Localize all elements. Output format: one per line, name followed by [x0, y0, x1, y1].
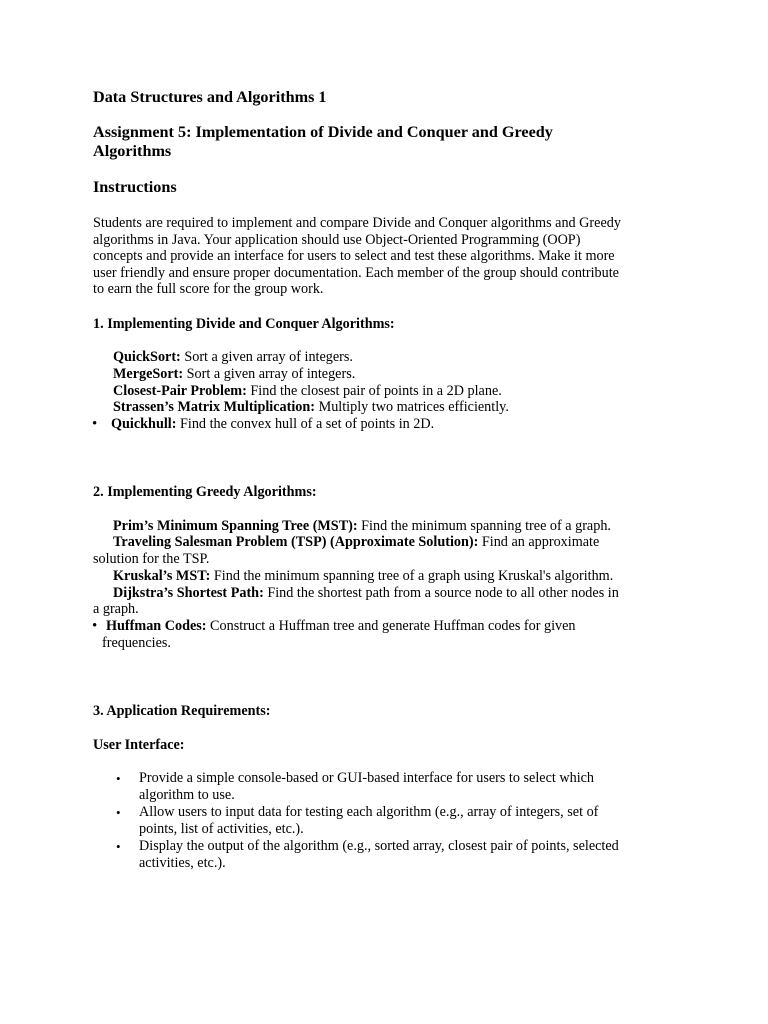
bullet-icon: •	[92, 618, 98, 634]
bullet-line: Display the output of the algorithm (e.g., sorted array, closest pair of points, selected	[139, 838, 619, 854]
bullet-line-cont: points, list of activities, etc.).	[139, 821, 304, 837]
item-desc: Find the minimum spanning tree of a graph using Kruskal's algorithm.	[210, 568, 614, 584]
list-item	[113, 518, 611, 535]
item-name: Huffman Codes:	[106, 618, 207, 634]
assignment-title-cont: Algorithms	[93, 142, 172, 160]
list-item	[113, 399, 509, 416]
intro-line: concepts and provide an interface for users to select and test these algorithms. Make it more	[93, 248, 615, 264]
item-desc: Find the convex hull of a set of points in 2D.	[176, 416, 435, 432]
item-desc: Find the closest pair of points in a 2D plane.	[246, 383, 502, 399]
intro-line: user friendly and ensure proper documentation. Each member of the group should contribute	[93, 265, 619, 281]
item-desc: Multiply two matrices efficiently.	[315, 399, 509, 415]
list-item	[113, 534, 599, 551]
list-item-cont: solution for the TSP.	[93, 551, 210, 567]
item-desc: Find an approximate	[478, 534, 600, 550]
item-desc: Construct a Huffman tree and generate Huffman codes for given	[206, 618, 576, 634]
item-name: Strassen’s Matrix Multiplication:	[113, 399, 316, 415]
bullet-icon: •	[116, 805, 121, 820]
intro-line: algorithms in Java. Your application should use Object-Oriented Programming (OOP)	[93, 232, 581, 248]
item-desc: Sort a given array of integers.	[180, 349, 353, 365]
bullet-line-cont: activities, etc.).	[139, 855, 226, 871]
list-item	[113, 383, 502, 400]
item-name: Dijkstra’s Shortest Path:	[113, 585, 264, 601]
bullet-icon: •	[116, 839, 121, 854]
list-item	[113, 585, 619, 602]
intro-line: Students are required to implement and compare Divide and Conquer algorithms and Greedy	[93, 215, 621, 231]
list-item	[113, 366, 355, 383]
list-item	[111, 416, 434, 433]
item-name: Closest-Pair Problem:	[113, 383, 247, 399]
item-name: Prim’s Minimum Spanning Tree (MST):	[113, 518, 358, 534]
assignment-title: Assignment 5: Implementation of Divide and Conquer and Greedy	[93, 123, 553, 141]
instructions-heading: Instructions	[93, 178, 177, 196]
item-name: Quickhull:	[111, 416, 177, 432]
item-name: Kruskal’s MST:	[113, 568, 211, 584]
course-title: Data Structures and Algorithms 1	[93, 88, 327, 106]
item-name: MergeSort:	[113, 366, 184, 382]
item-desc: Sort a given array of integers.	[183, 366, 356, 382]
section1-heading: 1. Implementing Divide and Conquer Algorithms:	[93, 316, 395, 332]
bullet-line: Allow users to input data for testing each algorithm (e.g., array of integers, set of	[139, 804, 599, 820]
intro-line: to earn the full score for the group work.	[93, 281, 324, 297]
item-desc: Find the shortest path from a source node to all other nodes in	[263, 585, 619, 601]
list-item	[113, 349, 353, 366]
list-item	[113, 568, 613, 585]
item-desc: Find the minimum spanning tree of a graph.	[357, 518, 611, 534]
list-item-cont: frequencies.	[102, 635, 171, 651]
bullet-line-cont: algorithm to use.	[139, 787, 235, 803]
item-name: QuickSort:	[113, 349, 181, 365]
bullet-icon: •	[116, 771, 121, 786]
user-interface-heading: User Interface:	[93, 737, 185, 753]
section3-heading: 3. Application Requirements:	[93, 703, 271, 719]
bullet-icon: •	[92, 416, 98, 432]
list-item-cont: a graph.	[93, 601, 139, 617]
list-item	[106, 618, 576, 635]
item-name: Traveling Salesman Problem (TSP) (Approximate Solution):	[113, 534, 479, 550]
bullet-line: Provide a simple console-based or GUI-based interface for users to select which	[139, 770, 595, 786]
section2-heading: 2. Implementing Greedy Algorithms:	[93, 484, 317, 500]
